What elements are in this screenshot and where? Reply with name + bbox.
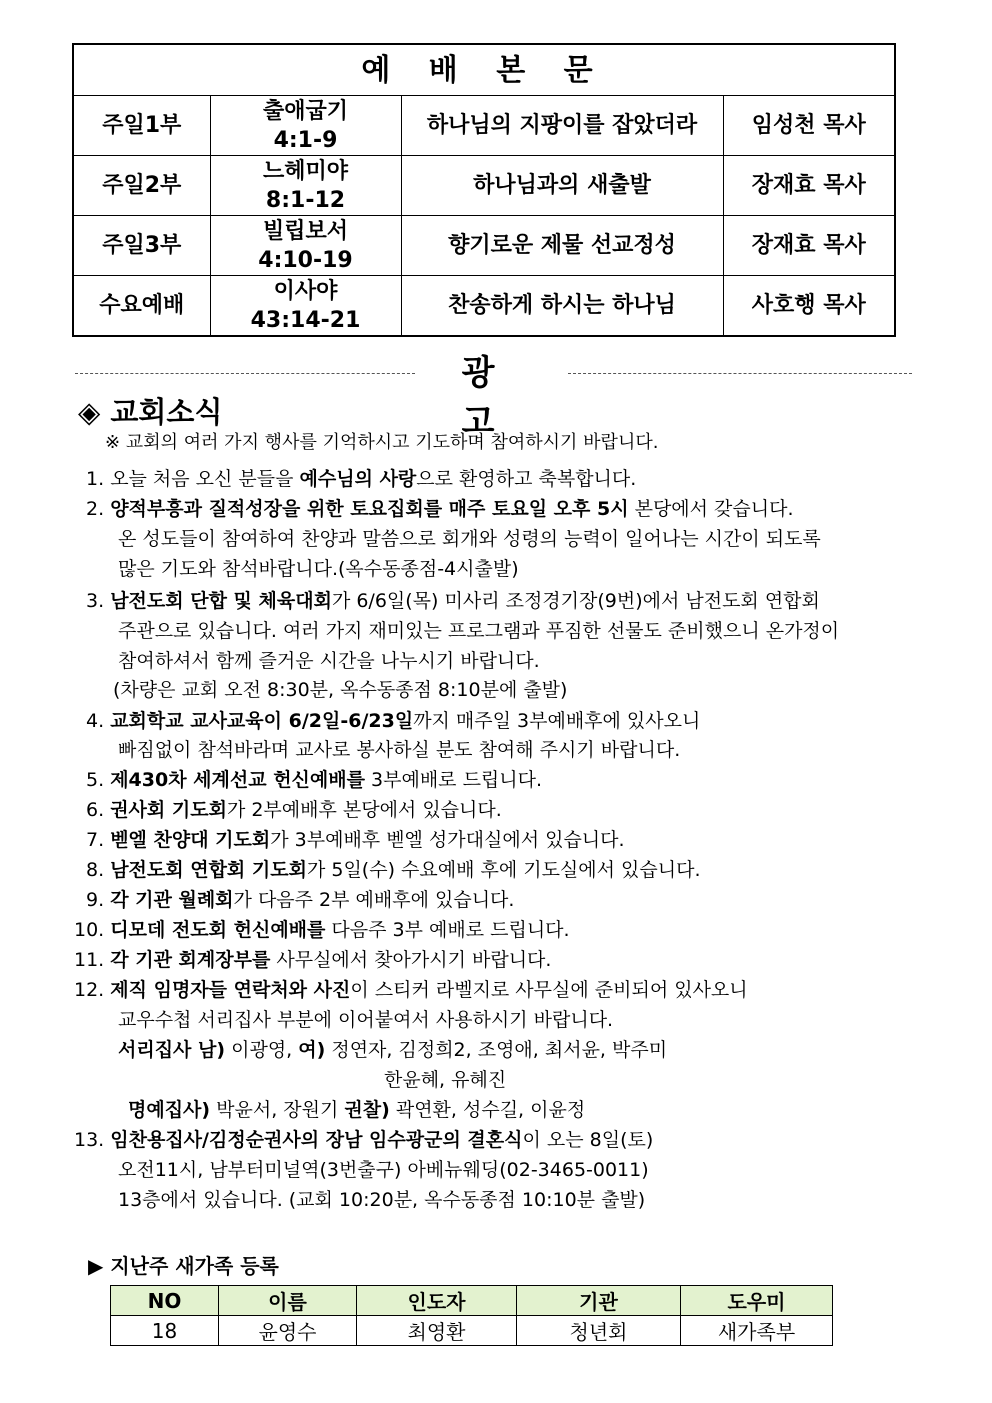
list-item: 8. 남전도회 연합회 기도회가 5일(수) 수요예배 후에 기도실에서 있습니다.	[86, 859, 701, 881]
preacher: 장재효 목사	[723, 216, 895, 276]
table-cell: 18	[111, 1316, 219, 1346]
worship-title: 예 배 본 문	[73, 44, 895, 96]
sermon-title: 하나님의 지팡이를 잡았더라	[401, 96, 723, 156]
sermon-title: 찬송하게 하시는 하나님	[401, 276, 723, 337]
worship-row	[73, 156, 895, 216]
ad-title: 광 고	[461, 353, 525, 442]
list-item-continued: 13층에서 있습니다. (교회 10:20분, 옥수동종점 10:10분 출발)	[118, 1189, 646, 1211]
sermon-title: 하나님과의 새출발	[401, 156, 723, 216]
list-item-continued: 서리집사 남) 이광영, 여) 정연자, 김정희2, 조영애, 최서윤, 박주미	[118, 1039, 668, 1061]
scripture: 느헤미야 8:1-12	[210, 156, 401, 216]
service-name: 주일2부	[73, 156, 210, 216]
list-item: 11. 각 기관 회계장부를 사무실에서 찾아가시기 바랍니다.	[74, 949, 552, 971]
table-cell: 최영환	[357, 1316, 517, 1346]
column-header: 도우미	[681, 1286, 833, 1316]
service-name: 주일3부	[73, 216, 210, 276]
list-item: 12. 제직 임명자들 연락처와 사진이 스티커 라벨지로 사무실에 준비되어 있사오니	[74, 979, 748, 1001]
scripture: 빌립보서 4:10-19	[210, 216, 401, 276]
list-item: 1. 오늘 처음 오신 분들을 예수님의 사랑으로 환영하고 축복합니다.	[86, 468, 637, 490]
scripture: 이사야 43:14-21	[210, 276, 401, 337]
worship-table	[72, 43, 896, 337]
column-header: 인도자	[357, 1286, 517, 1316]
divider-right	[568, 373, 912, 374]
preacher: 임성천 목사	[723, 96, 895, 156]
list-item-continued: 참여하셔서 함께 즐거운 시간을 나누시기 바랍니다.	[118, 650, 540, 672]
scripture: 출애굽기 4:1-9	[210, 96, 401, 156]
table-cell: 윤영수	[219, 1316, 357, 1346]
table-cell: 청년회	[517, 1316, 681, 1346]
list-item: 6. 권사회 기도회가 2부예배후 본당에서 있습니다.	[86, 799, 502, 821]
list-item: 13. 임찬용집사/김정순권사의 장남 임수광군의 결혼식이 오는 8일(토)	[74, 1129, 654, 1151]
list-item-continued: 한윤혜, 유혜진	[384, 1069, 507, 1091]
table-header-row	[111, 1286, 833, 1316]
list-item: 2. 양적부흥과 질적성장을 위한 토요집회를 매주 토요일 오후 5시 본당에서 갖습니다.	[86, 498, 794, 520]
service-name: 주일1부	[73, 96, 210, 156]
registration-title: ▶ 지난주 새가족 등록	[88, 1254, 279, 1278]
list-item-continued: 교우수첩 서리집사 부분에 이어붙여서 사용하시기 바랍니다.	[118, 1009, 614, 1031]
list-item-continued: 명예집사) 박윤서, 장원기 권찰) 곽연환, 성수길, 이윤정	[128, 1099, 586, 1121]
list-item: 5. 제430차 세계선교 헌신예배를 3부예배로 드립니다.	[86, 769, 543, 791]
table-cell: 새가족부	[681, 1316, 833, 1346]
list-item: 3. 남전도회 단합 및 체육대회가 6/6일(목) 미사리 조정경기장(9번)에서 남전도회 연합회	[86, 590, 820, 612]
list-item-continued: 빠짐없이 참석바라며 교사로 봉사하실 분도 참여해 주시기 바랍니다.	[118, 739, 681, 761]
list-item-continued: 많은 기도와 참석바랍니다.(옥수동종점-4시출발)	[118, 558, 519, 580]
list-item-continued: (차량은 교회 오전 8:30분, 옥수동종점 8:10분에 출발)	[113, 679, 568, 701]
column-header: 기관	[517, 1286, 681, 1316]
worship-row	[73, 216, 895, 276]
preacher: 사호행 목사	[723, 276, 895, 337]
list-item-continued: 주관으로 있습니다. 여러 가지 재미있는 프로그램과 푸짐한 선물도 준비했으니 온가정이	[118, 620, 840, 642]
section-title: ◈ 교회소식	[78, 395, 223, 429]
registration-table	[110, 1285, 833, 1346]
column-header: 이름	[219, 1286, 357, 1316]
sermon-title: 향기로운 제물 선교정성	[401, 216, 723, 276]
worship-row	[73, 276, 895, 337]
section-note: ※ 교회의 여러 가지 행사를 기억하시고 기도하며 참여하시기 바랍니다.	[105, 432, 659, 453]
list-item: 9. 각 기관 월례회가 다음주 2부 예배후에 있습니다.	[86, 889, 515, 911]
divider-left	[75, 373, 415, 374]
service-name: 수요예배	[73, 276, 210, 337]
list-item: 4. 교회학교 교사교육이 6/2일-6/23일까지 매주일 3부예배후에 있사오니	[86, 710, 701, 732]
worship-row	[73, 96, 895, 156]
list-item-continued: 온 성도들이 참여하여 찬양과 말씀으로 회개와 성령의 능력이 일어나는 시간이 되도록	[118, 528, 821, 550]
list-item: 7. 벧엘 찬양대 기도회가 3부예배후 벧엘 성가대실에서 있습니다.	[86, 829, 625, 851]
list-item-continued: 오전11시, 남부터미널역(3번출구) 아베뉴웨딩(02-3465-0011)	[118, 1159, 649, 1181]
list-item: 10. 디모데 전도회 헌신예배를 다음주 3부 예배로 드립니다.	[74, 919, 570, 941]
preacher: 장재효 목사	[723, 156, 895, 216]
table-row	[111, 1316, 833, 1346]
column-header: NO	[111, 1286, 219, 1316]
